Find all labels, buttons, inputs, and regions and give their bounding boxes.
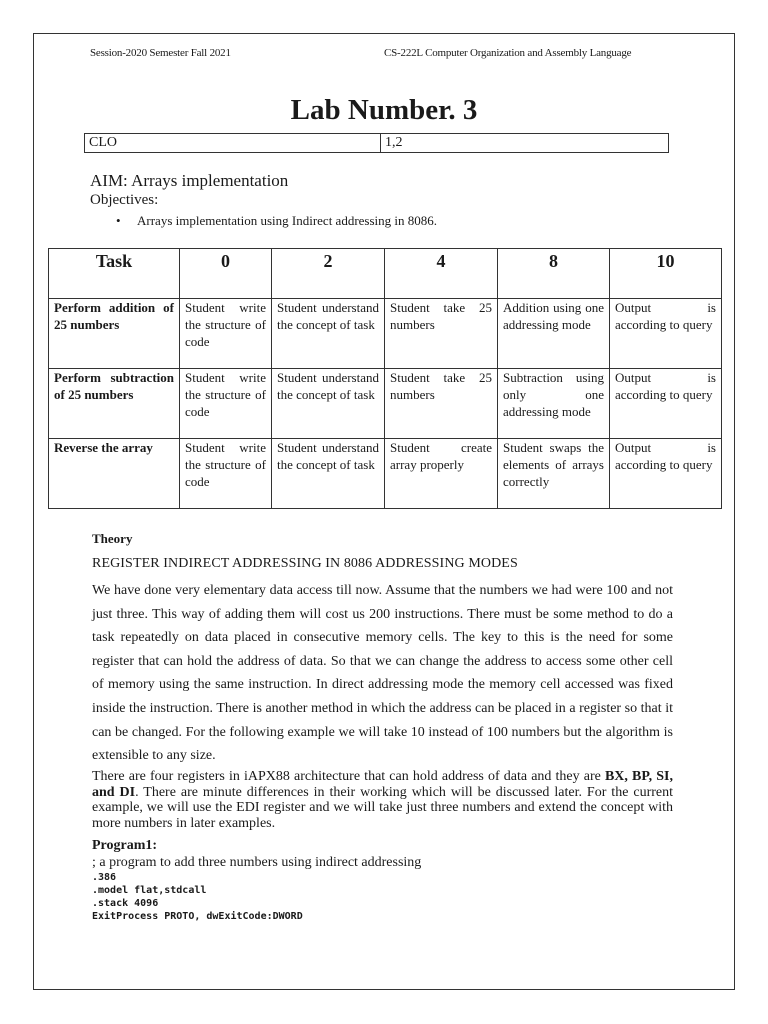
page-title: Lab Number. 3 — [290, 94, 478, 126]
table-cell: Student understand the concept of task — [272, 299, 385, 369]
bullet-icon: • — [116, 213, 121, 228]
table-cell: Output is according to query — [610, 439, 722, 509]
rubric-header-score: 8 — [498, 249, 610, 299]
rubric-header-score: 0 — [180, 249, 272, 299]
objective-text: Arrays implementation using Indirect addressing in 8086. — [137, 213, 438, 228]
code-block — [92, 871, 303, 923]
table-cell: Output is according to query — [610, 369, 722, 439]
code-line: .386 — [92, 872, 117, 883]
table-cell: Student write the structure of code — [180, 299, 272, 369]
table-cell: Student write the structure of code — [180, 369, 272, 439]
rubric-header-score: 2 — [272, 249, 385, 299]
rubric-header-row — [49, 249, 722, 299]
objectives-label: Objectives: — [90, 192, 159, 208]
program-label: Program1: — [92, 838, 158, 853]
code-line: ExitProcess PROTO, dwExitCode:DWORD — [92, 911, 303, 922]
objective-item — [116, 213, 437, 229]
table-cell: Student swaps the elements of arrays correctly — [498, 439, 610, 509]
rubric-header-score: 4 — [385, 249, 498, 299]
table-cell: Student understand the concept of task — [272, 369, 385, 439]
table-cell: Student take 25 numbers — [385, 299, 498, 369]
task-name: Perform addition of 25 numbers — [49, 299, 180, 369]
rubric-header-score: 10 — [610, 249, 722, 299]
table-cell: Subtraction using only one addressing mode — [498, 369, 610, 439]
registers-paragraph — [92, 769, 673, 831]
code-line: .model flat,stdcall — [92, 885, 207, 896]
table-cell: Student take 25 numbers — [385, 369, 498, 439]
table-row — [49, 299, 722, 369]
rubric-table — [48, 248, 722, 509]
table-cell: Addition using one addressing mode — [498, 299, 610, 369]
clo-value: 1,2 — [381, 134, 669, 153]
table-cell: Output is according to query — [610, 299, 722, 369]
clo-label: CLO — [85, 134, 381, 153]
task-name: Reverse the array — [49, 439, 180, 509]
table-row — [49, 369, 722, 439]
clo-table — [84, 133, 669, 153]
register-list: BX, BP, SI, and DI — [92, 769, 673, 800]
table-cell: Student write the structure of code — [180, 439, 272, 509]
header-session: Session-2020 Semester Fall 2021 — [90, 47, 231, 59]
theory-heading: Theory — [92, 531, 133, 546]
theory-paragraph: We have done very elementary data access till now. Assume that the numbers we had were 100 and not just three. This way of adding them will cost us 200 instructions. There must be some method to do a task repeatedly on data placed in consecutive memory cells. The key to this is the need for some register that can hold the address of data. So that we can change the address to access some other cell of memory using the same instruction. In direct addressing mode the memory cell accessed was fixed inside the instruction. There is another method in which the address can be placed in a register so that it can be changed. For the following example we will take 10 instead of 100 numbers but the algorithm is extensible to any size. — [92, 583, 673, 764]
aim-text: AIM: Arrays implementation — [90, 171, 289, 190]
section-heading: REGISTER INDIRECT ADDRESSING IN 8086 ADDRESSING MODES — [92, 556, 518, 571]
task-name: Perform subtraction of 25 numbers — [49, 369, 180, 439]
paragraph-text: . There are minute differences in their working which will be discussed later. For the current example, we will use the EDI register and we will take just three numbers and extend the concept with more numbers in later examples. — [92, 784, 674, 831]
program-comment: ; a program to add three numbers using indirect addressing — [92, 855, 422, 870]
table-row — [49, 439, 722, 509]
table-cell: Student understand the concept of task — [272, 439, 385, 509]
code-line: .stack 4096 — [92, 898, 159, 909]
table-cell: Student create array properly — [385, 439, 498, 509]
header-course: CS-222L Computer Organization and Assembly Language — [384, 47, 632, 59]
rubric-header-task: Task — [49, 249, 180, 299]
paragraph-text: There are four registers in iAPX88 architecture that can hold address of data and they are — [92, 769, 605, 784]
